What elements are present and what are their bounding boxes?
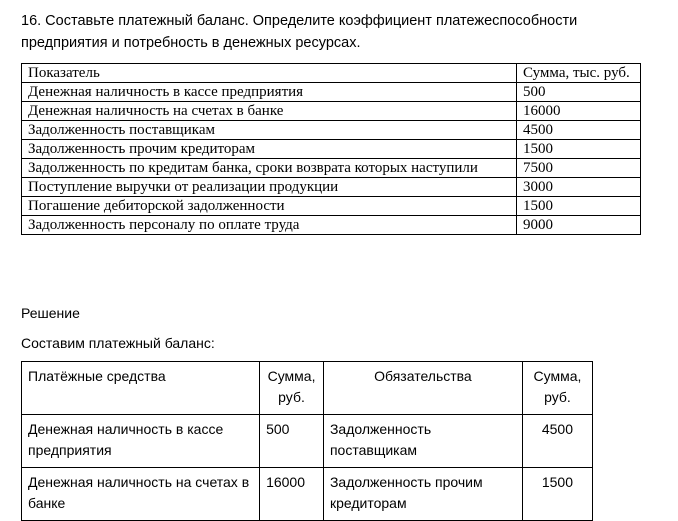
table-row [22,121,641,140]
row-value: 3000 [517,178,641,197]
row-value: 1500 [517,197,641,216]
table-header-row [22,362,593,415]
liability-label: Задолженность прочим кредиторам [323,468,522,521]
row-value: 4500 [517,121,641,140]
means-label: Денежная наличность в кассе предприятия [22,415,260,468]
table-row [22,159,641,178]
solution-intro: Составим платежный баланс: [21,335,215,351]
liability-value: 1500 [522,468,592,521]
task-statement: 16. Составьте платежный баланс. Определите коэффициент платежеспособности предприятия и потребность в денежных ресурсах. [21,13,578,51]
header-means-amount: Сумма, руб. [260,362,324,415]
header-liabilities: Обязательства [323,362,522,415]
liability-label: Задолженность поставщикам [323,415,522,468]
row-label: Денежная наличность в кассе предприятия [22,83,517,102]
row-value: 7500 [517,159,641,178]
row-label: Задолженность по кредитам банка, сроки возврата которых наступили [22,159,517,178]
header-payment-means: Платёжные средства [22,362,260,415]
means-label: Денежная наличность на счетах в банке [22,468,260,521]
table-row [22,178,641,197]
table-row [22,197,641,216]
row-label: Погашение дебиторской задолженности [22,197,517,216]
row-label: Задолженность поставщикам [22,121,517,140]
payment-balance-table [21,361,593,521]
row-label: Денежная наличность на счетах в банке [22,102,517,121]
header-amount: Сумма, тыс. руб. [517,64,641,83]
row-label: Задолженность прочим кредиторам [22,140,517,159]
row-value: 9000 [517,216,641,235]
means-value: 16000 [260,468,324,521]
table-row [22,216,641,235]
row-label: Задолженность персоналу по оплате труда [22,216,517,235]
header-indicator: Показатель [22,64,517,83]
means-value: 500 [260,415,324,468]
source-data-table [21,63,641,235]
row-value: 16000 [517,102,641,121]
table-row [22,140,641,159]
liability-value: 4500 [522,415,592,468]
row-label: Поступление выручки от реализации продукции [22,178,517,197]
table-header-row [22,64,641,83]
row-value: 1500 [517,140,641,159]
table-row [22,83,641,102]
solution-heading: Решение [21,305,80,321]
row-value: 500 [517,83,641,102]
table-row [22,415,593,468]
table-row [22,102,641,121]
header-liabilities-amount: Сумма, руб. [522,362,592,415]
